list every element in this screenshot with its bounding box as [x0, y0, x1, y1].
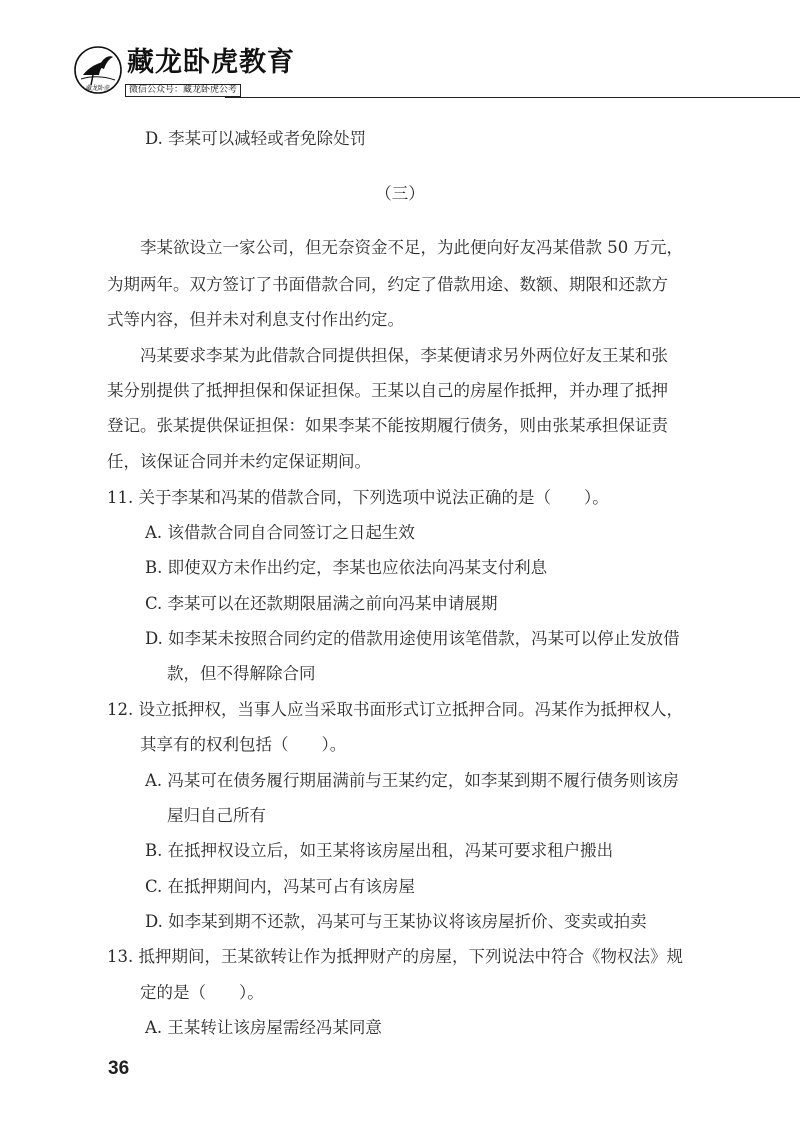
question-13-stem: 13. 抵押期间，王某欲转让作为抵押财产的房屋，下列说法中符合《物权法》规 — [107, 947, 683, 966]
question-13-stem-cont: 定的是（ ）。 — [140, 983, 264, 1002]
paragraph-line: 李某欲设立一家公司，但无奈资金不足，为此便向好友冯某借款 50 万元， — [140, 238, 683, 257]
q13-option-a: A. 王某转让该房屋需经冯某同意 — [145, 1018, 382, 1037]
question-11-stem: 11. 关于李某和冯某的借款合同，下列选项中说法正确的是（ ）。 — [107, 488, 609, 507]
paragraph-line: 冯某要求李某为此借款合同提供担保，李某便请求另外两位好友王某和张 — [140, 346, 668, 365]
question-12-stem-cont: 其享有的权利包括（ ）。 — [140, 735, 347, 754]
q12-option-d: D. 如李某到期不还款，冯某可与王某协议将该房屋折价、变卖或拍卖 — [145, 912, 647, 931]
svg-text:藏龙卧虎: 藏龙卧虎 — [85, 85, 111, 92]
paragraph-line: 任，该保证合同并未约定保证期间。 — [107, 452, 371, 471]
q11-option-d-cont: 款，但不得解除合同 — [167, 664, 316, 683]
q12-option-a-cont: 屋归自己所有 — [167, 806, 266, 825]
page-number: 36 — [108, 1058, 130, 1079]
previous-option-d: D. 李某可以减轻或者免除处罚 — [145, 129, 367, 148]
paragraph-line: 式等内容，但并未对利息支付作出约定。 — [107, 310, 404, 329]
q11-option-c: C. 李某可以在还款期限届满之前向冯某申请展期 — [145, 594, 498, 613]
paragraph-line: 为期两年。双方签订了书面借款合同，约定了借款用途、数额、期限和还款方 — [107, 275, 668, 294]
q12-option-a: A. 冯某可在债务履行期届满前与王某约定，如李某到期不履行债务则该房 — [145, 771, 679, 790]
section-title: （三） — [375, 184, 425, 203]
brand-subtitle: 微信公众号：藏龙卧虎公考 — [125, 84, 241, 97]
paragraph-line: 登记。张某提供保证担保：如果李某不能按期履行债务，则由张某承担保证责 — [107, 416, 668, 435]
q11-option-a: A. 该借款合同自合同签订之日起生效 — [145, 523, 415, 542]
paragraph-line: 某分别提供了抵押担保和保证担保。王某以自己的房屋作抵押，并办理了抵押 — [107, 381, 668, 400]
q12-option-c: C. 在抵押期间内，冯某可占有该房屋 — [145, 877, 416, 896]
q11-option-d: D. 如李某未按照合同约定的借款用途使用该笔借款，冯某可以停止发放借 — [145, 629, 680, 648]
q12-option-b: B. 在抵押权设立后，如王某将该房屋出租，冯某可要求租户搬出 — [145, 841, 614, 860]
question-12-stem: 12. 设立抵押权，当事人应当采取书面形式订立抵押合同。冯某作为抵押权人， — [107, 700, 683, 719]
q11-option-b: B. 即使双方未作出约定，李某也应依法向冯某支付利息 — [145, 558, 548, 577]
brand-name: 藏龙卧虎教育 — [127, 47, 295, 78]
